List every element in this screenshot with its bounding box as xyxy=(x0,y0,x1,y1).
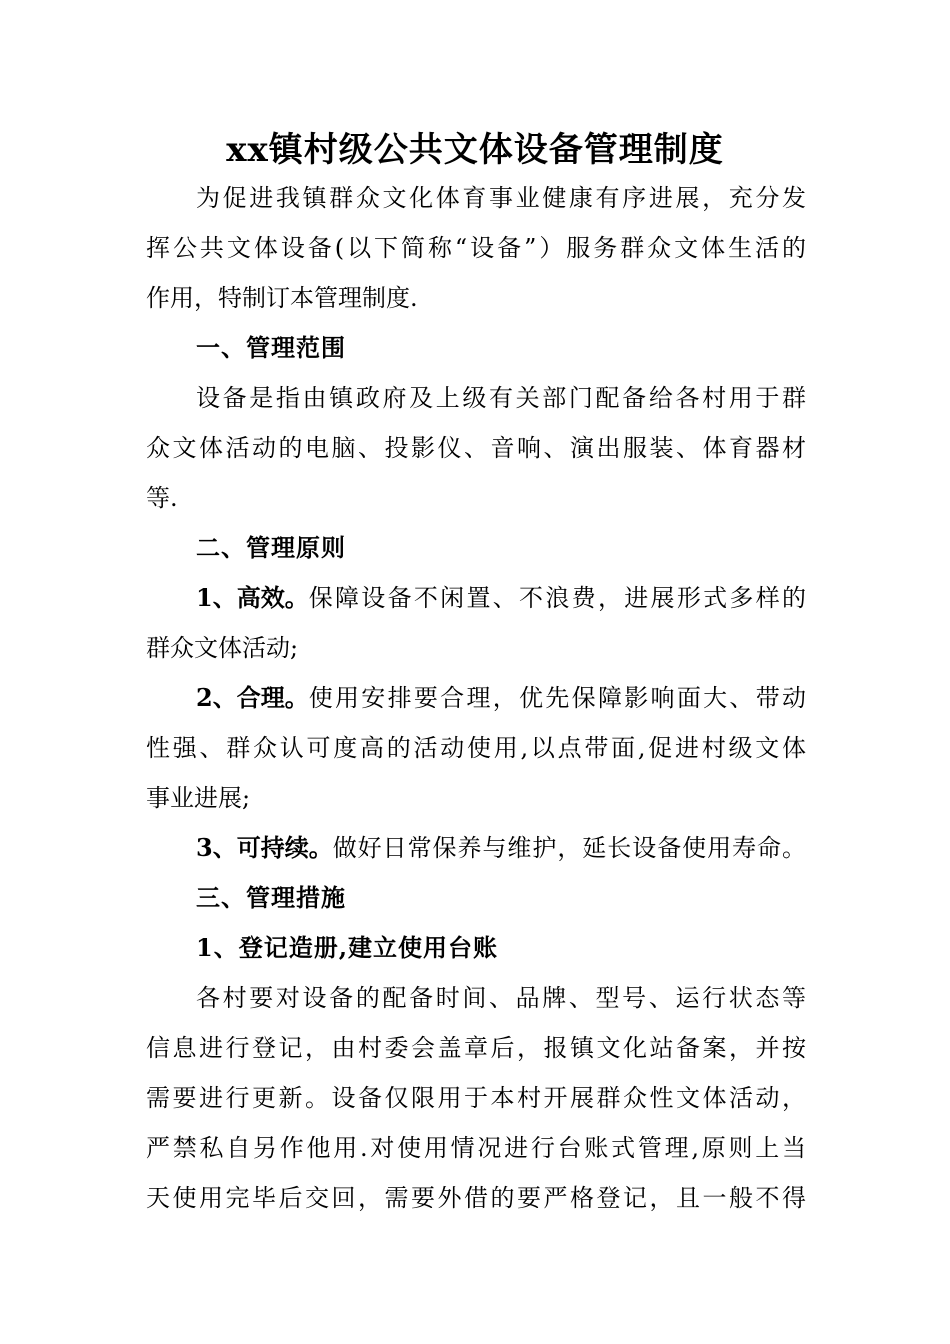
principle-1-text: 保障设备不闲置、不浪费，进展形式多样的 xyxy=(308,584,806,612)
principle-3-label: 3、可持续。 xyxy=(196,833,333,862)
section-1-line-3: 等. xyxy=(146,484,178,512)
section-2-heading: 二、管理原则 xyxy=(196,533,346,562)
section-1-heading: 一、管理范围 xyxy=(196,333,346,362)
principle-2-line-2: 性强、群众认可度高的活动使用,以点带面,促进村级文体 xyxy=(146,734,806,762)
subsection-1-heading: 1、登记造册,建立使用台账 xyxy=(196,933,499,962)
subsection-1-line-3: 需要进行更新。设备仅限用于本村开展群众性文体活动， xyxy=(146,1084,806,1112)
principle-1-line-2: 群众文体活动; xyxy=(146,634,299,662)
subsection-1-line-4: 严禁私自另作他用.对使用情况进行台账式管理,原则上当 xyxy=(146,1134,806,1162)
section-3-heading: 三、管理措施 xyxy=(196,883,346,912)
subsection-1-line-5: 天使用完毕后交回，需要外借的要严格登记，且一般不得 xyxy=(146,1184,806,1212)
intro-line-3: 作用，特制订本管理制度. xyxy=(146,284,418,312)
principle-1-label: 1、高效。 xyxy=(196,583,309,612)
document-title: xx镇村级公共文体设备管理制度 xyxy=(226,130,724,170)
intro-line-2: 挥公共文体设备(以下简称“设备”）服务群众文体生活的 xyxy=(146,234,806,262)
section-1-line-1: 设备是指由镇政府及上级有关部门配备给各村用于群 xyxy=(196,384,806,412)
intro-line-1: 为促进我镇群众文化体育事业健康有序进展，充分发 xyxy=(196,184,806,212)
principle-3-line-1 xyxy=(196,823,806,873)
principle-2-text: 使用安排要合理，优先保障影响面大、带动 xyxy=(308,684,806,712)
principle-1-line-1 xyxy=(196,573,806,623)
section-1-line-2: 众文体活动的电脑、投影仪、音响、演出服装、体育器材 xyxy=(146,434,806,462)
principle-3-text: 做好日常保养与维护，延长设备使用寿命。 xyxy=(332,834,806,862)
principle-2-line-1 xyxy=(196,673,806,723)
subsection-1-line-1: 各村要对设备的配备时间、品牌、型号、运行状态等 xyxy=(196,984,806,1012)
principle-2-line-3: 事业进展; xyxy=(146,784,251,812)
subsection-1-line-2: 信息进行登记，由村委会盖章后，报镇文化站备案，并按 xyxy=(146,1034,806,1062)
principle-2-label: 2、合理。 xyxy=(196,683,309,712)
